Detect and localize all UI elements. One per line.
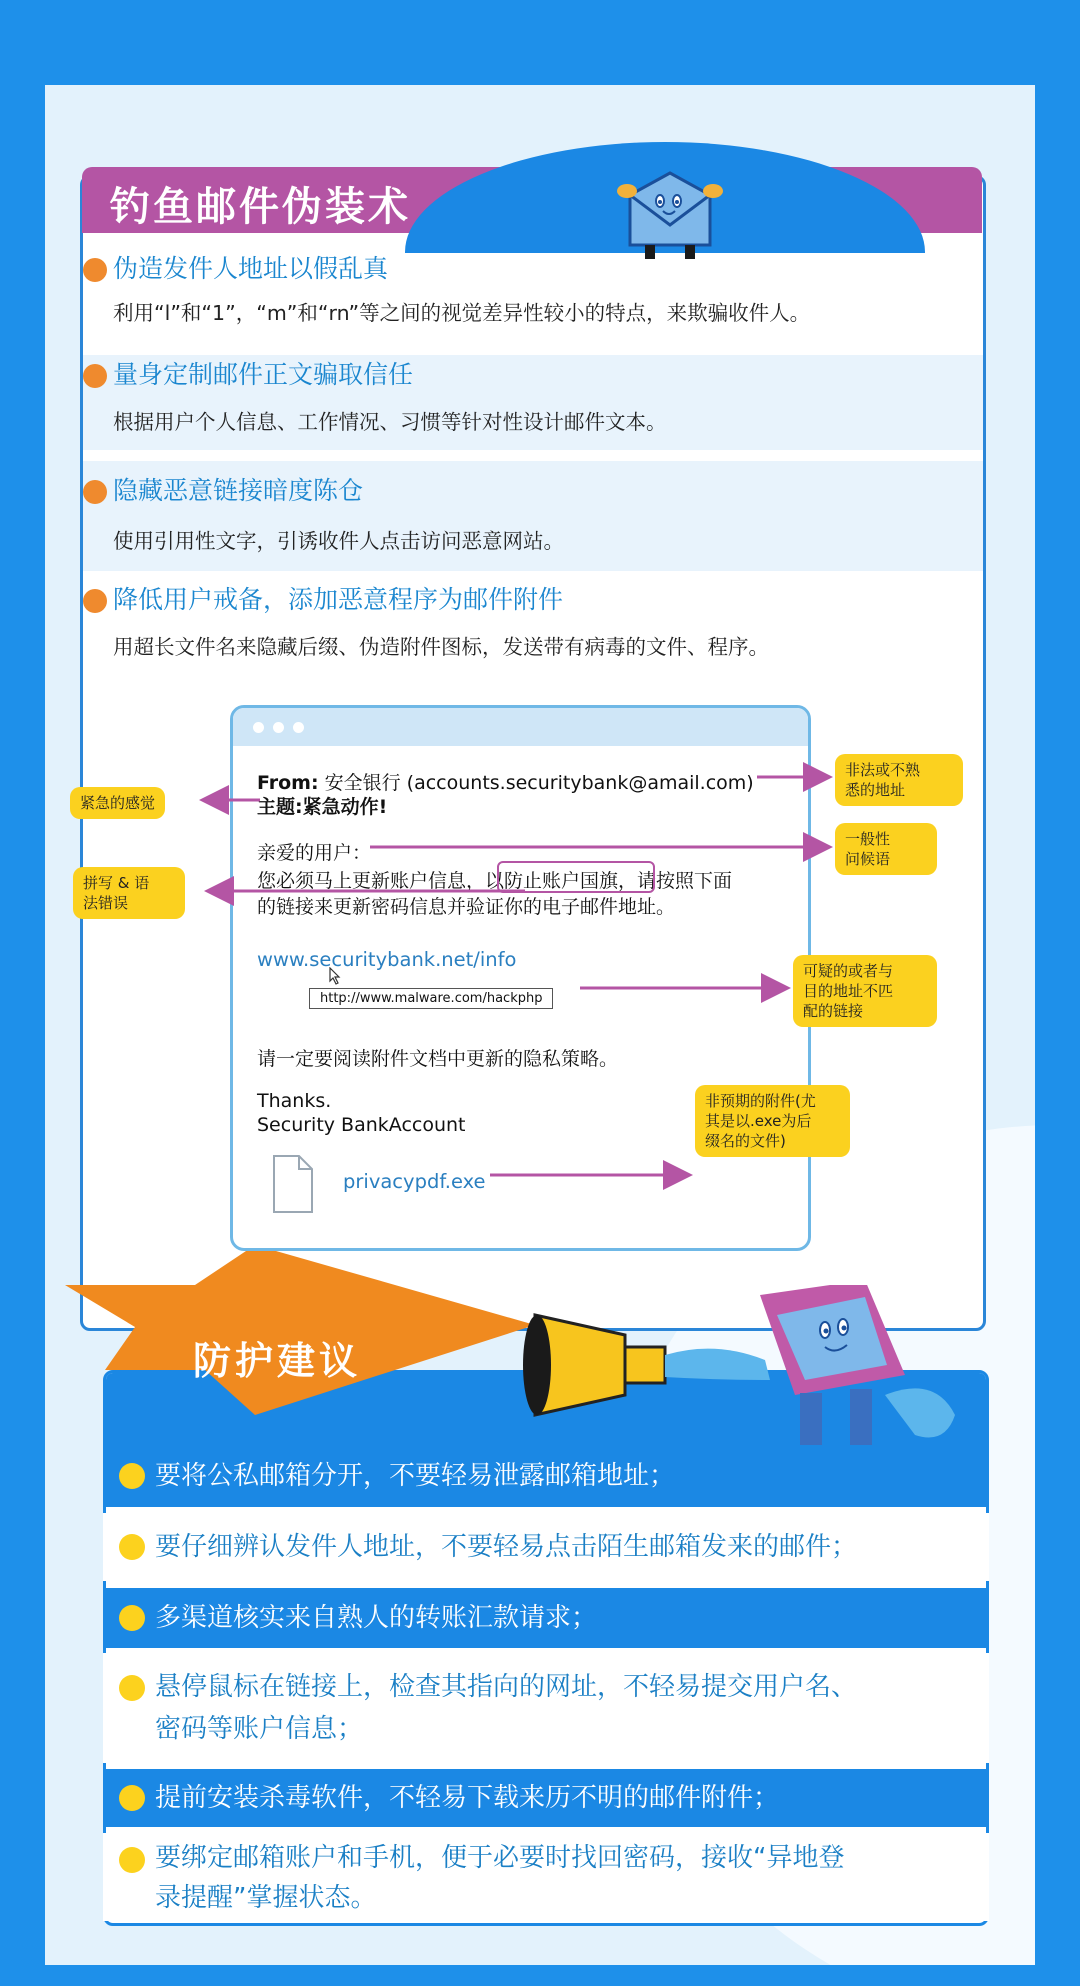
email-thanks: Thanks.: [257, 1090, 332, 1112]
tip-text-line1: 要绑定邮箱账户和手机，便于必要时找回密码，接收“异地登: [155, 1843, 845, 1873]
attachment-name[interactable]: privacypdf.exe: [343, 1170, 486, 1193]
point-description: 用超长文件名来隐藏后缀、伪造附件图标，发送带有病毒的文件、程序。: [113, 635, 769, 659]
note-spelling-errors: [73, 867, 185, 919]
note-generic-greeting: [835, 823, 937, 875]
point-title: 量身定制邮件正文骗取信任: [113, 360, 414, 389]
tip-4: [103, 1653, 989, 1763]
bullet-dot: [119, 1847, 145, 1873]
bullet-dot: [83, 364, 107, 388]
tip-text: 要仔细辨认发件人地址，不要轻易点击陌生邮箱发来的邮件；: [155, 1532, 858, 1562]
poster: [45, 85, 1035, 1965]
note-line: 可疑的或者与: [803, 962, 894, 980]
note-line: 配的链接: [803, 1002, 864, 1020]
body-text: 您必须马上更新账户信息，: [257, 870, 486, 892]
bullet-dot: [119, 1675, 145, 1701]
from-label: From:: [257, 772, 319, 794]
error-highlight-box: [497, 861, 655, 893]
tip-2: [103, 1513, 989, 1581]
from-value: 安全银行 (accounts.securitybank@amail.com): [318, 772, 754, 794]
phishing-point-1: [83, 245, 983, 345]
tip-3: [103, 1588, 989, 1648]
bullet-dot: [83, 480, 107, 504]
note-line: 一般性: [845, 830, 891, 848]
bullet-dot: [119, 1605, 145, 1631]
tip-text: 要将公私邮箱分开，不要轻易泄露邮箱地址；: [155, 1461, 676, 1491]
phishing-point-3: [83, 461, 983, 571]
note-line: 问候语: [845, 850, 891, 868]
point-description: 使用引用性文字，引诱收件人点击访问恶意网站。: [113, 529, 564, 553]
note-mismatched-link: [793, 955, 937, 1027]
body-text: 请按照下面: [637, 870, 733, 892]
tip-text-line2: 录提醒”掌握状态。: [155, 1883, 377, 1913]
email-body-line2: 的链接来更新密码信息并验证你的电子邮件地址。: [257, 896, 676, 918]
email-signature: Security BankAccount: [257, 1114, 466, 1136]
note-line: 悉的地址: [845, 781, 906, 799]
tip-5: [103, 1769, 989, 1827]
email-greeting: 亲爱的用户：: [257, 842, 372, 864]
tip-6: [103, 1833, 989, 1921]
email-body-line1: [257, 866, 732, 893]
email-subject: 主题:紧急动作!: [257, 796, 388, 818]
note-unexpected-attachment: [695, 1085, 850, 1157]
tip-1: [103, 1445, 989, 1507]
note-line: 其是以.exe为后: [705, 1112, 812, 1130]
section-title: 钓鱼邮件伪装术: [110, 184, 411, 230]
bullet-dot: [83, 258, 107, 282]
note-line: 拼写 & 语: [83, 874, 150, 892]
point-title: 伪造发件人地址以假乱真: [113, 254, 389, 283]
suspicious-link[interactable]: www.securitybank.net/info: [257, 948, 517, 971]
bullet-dot: [119, 1534, 145, 1560]
email-from-line: [257, 768, 754, 795]
point-description: 根据用户个人信息、工作情况、习惯等针对性设计邮件文本。: [113, 410, 667, 434]
note-line: 目的地址不匹: [803, 982, 894, 1000]
email-policy-line: 请一定要阅读附件文档中更新的隐私策略。: [257, 1048, 619, 1070]
point-title: 隐藏恶意链接暗度陈仓: [113, 476, 364, 505]
example-email: [230, 705, 811, 1251]
tip-text-line2: 密码等账户信息；: [155, 1714, 364, 1744]
note-line: 非预期的附件(尤: [705, 1092, 816, 1110]
bullet-dot: [119, 1463, 145, 1489]
note-line: 非法或不熟: [845, 761, 921, 779]
tip-text: 提前安装杀毒软件，不轻易下载来历不明的邮件附件；: [155, 1783, 780, 1813]
note-line: 法错误: [83, 894, 129, 912]
window-dot: [253, 722, 264, 733]
link-hover-tooltip: http://www.malware.com/hackphp: [309, 988, 553, 1009]
email-window-bar: [233, 708, 808, 746]
point-title: 降低用户戒备，添加恶意程序为邮件附件: [113, 585, 564, 614]
note-illegal-address: [835, 754, 963, 806]
tip-text-line1: 悬停鼠标在链接上，检查其指向的网址，不轻易提交用户名、: [155, 1672, 858, 1702]
point-description: 利用“l”和“1”，“m”和“rn”等之间的视觉差异性较小的特点，来欺骗收件人。: [113, 301, 811, 325]
phishing-point-4: [83, 579, 983, 689]
file-icon: [271, 1153, 315, 1215]
misspelled-phrase: 以防止账户国旗，: [485, 870, 638, 892]
cursor-icon: [328, 967, 342, 985]
note-line: 缀名的文件): [705, 1132, 786, 1150]
window-dot: [293, 722, 304, 733]
note-urgent: 紧急的感觉: [70, 787, 165, 819]
phishing-point-2: [83, 355, 983, 450]
bullet-dot: [83, 589, 107, 613]
window-dot: [273, 722, 284, 733]
protection-title: 防护建议: [193, 1339, 362, 1383]
tip-text: 多渠道核实来自熟人的转账汇款请求；: [155, 1603, 598, 1633]
bullet-dot: [119, 1785, 145, 1811]
